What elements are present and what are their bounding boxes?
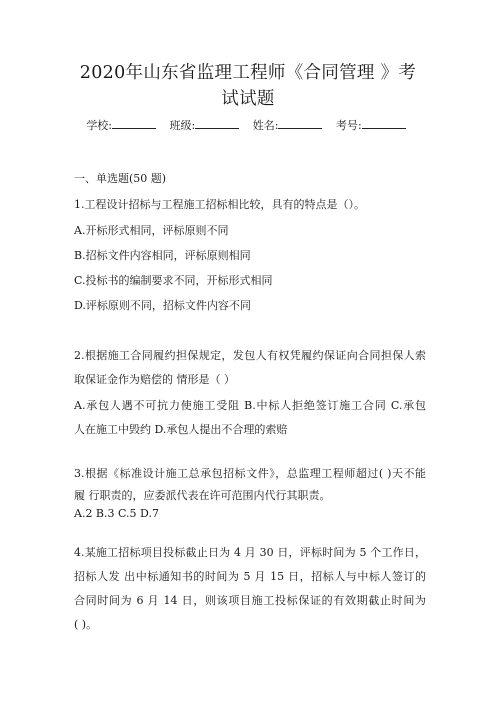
exam-number-label: 考号: (335, 119, 362, 132)
question-4-line-4: ( )。 (74, 618, 98, 631)
section-heading: 一、单选题(50 题) (74, 172, 167, 185)
question-2 (74, 348, 426, 446)
class-label: 班级: (169, 119, 196, 132)
question-3-options: A.2 B.3 C.5 D.7 (74, 507, 159, 520)
question-3 (74, 466, 426, 524)
question-1-option-d: D.评标原则不同，招标文件内容不同 (74, 299, 251, 312)
school-blank (112, 117, 156, 129)
question-1-stem: 1.工程设计招标与工程施工招标相比较，具有的特点是（）。 (74, 198, 365, 211)
question-4-line-1: 4.某施工招标项目投标截止日为 4 月 30 日，评标时间为 5 个工作日， (74, 546, 426, 559)
question-2-options-line-2: 人在施工中毁约 D.承包人提出不合理的索赔 (74, 423, 288, 436)
school-label: 学校: (86, 119, 113, 132)
title-line-2: 试试题 (221, 89, 275, 109)
document-title (40, 60, 456, 112)
question-1-option-b: B.招标文件内容相同，评标原则相同 (74, 249, 251, 262)
question-2-stem-line-2: 取保证金作为赔偿的 情形是（ ） (74, 373, 235, 386)
question-2-stem-line-1: 2.根据施工合同履约担保规定，发包人有权凭履约保证向合同担保人索 (74, 349, 426, 362)
exam-number-blank (362, 117, 406, 129)
question-4 (74, 545, 426, 641)
question-3-stem-line-2: 履 行职责的，应委派代表在许可范围内代行其职责。 (74, 489, 331, 502)
class-blank (195, 117, 239, 129)
question-4-line-3: 合同时间为 6 月 14 日，则该项目施工投标保证的有效期截止时间为 (74, 594, 426, 607)
student-info-row (0, 117, 496, 134)
name-label: 姓名: (252, 119, 279, 132)
question-1 (74, 197, 426, 323)
question-2-options-line-1: A.承包人遇不可抗力使施工受阻 B.中标人拒绝签订施工合同 C.承包 (74, 399, 426, 412)
question-3-stem-line-1: 3.根据《标准设计施工总承包招标文件》，总监理工程师超过( )天不能 (74, 467, 426, 480)
name-blank (278, 117, 322, 129)
question-1-option-a: A.开标形式相同，评标原则不同 (74, 224, 229, 237)
question-1-option-c: C.投标书的编制要求不同，开标形式相同 (74, 274, 273, 287)
question-4-line-2: 招标人发 出中标通知书的时间为 5 月 15 日，招标人与中标人签订的 (74, 570, 426, 583)
title-line-1: 2020年山东省监理工程师《合同管理 》考 (79, 63, 417, 83)
